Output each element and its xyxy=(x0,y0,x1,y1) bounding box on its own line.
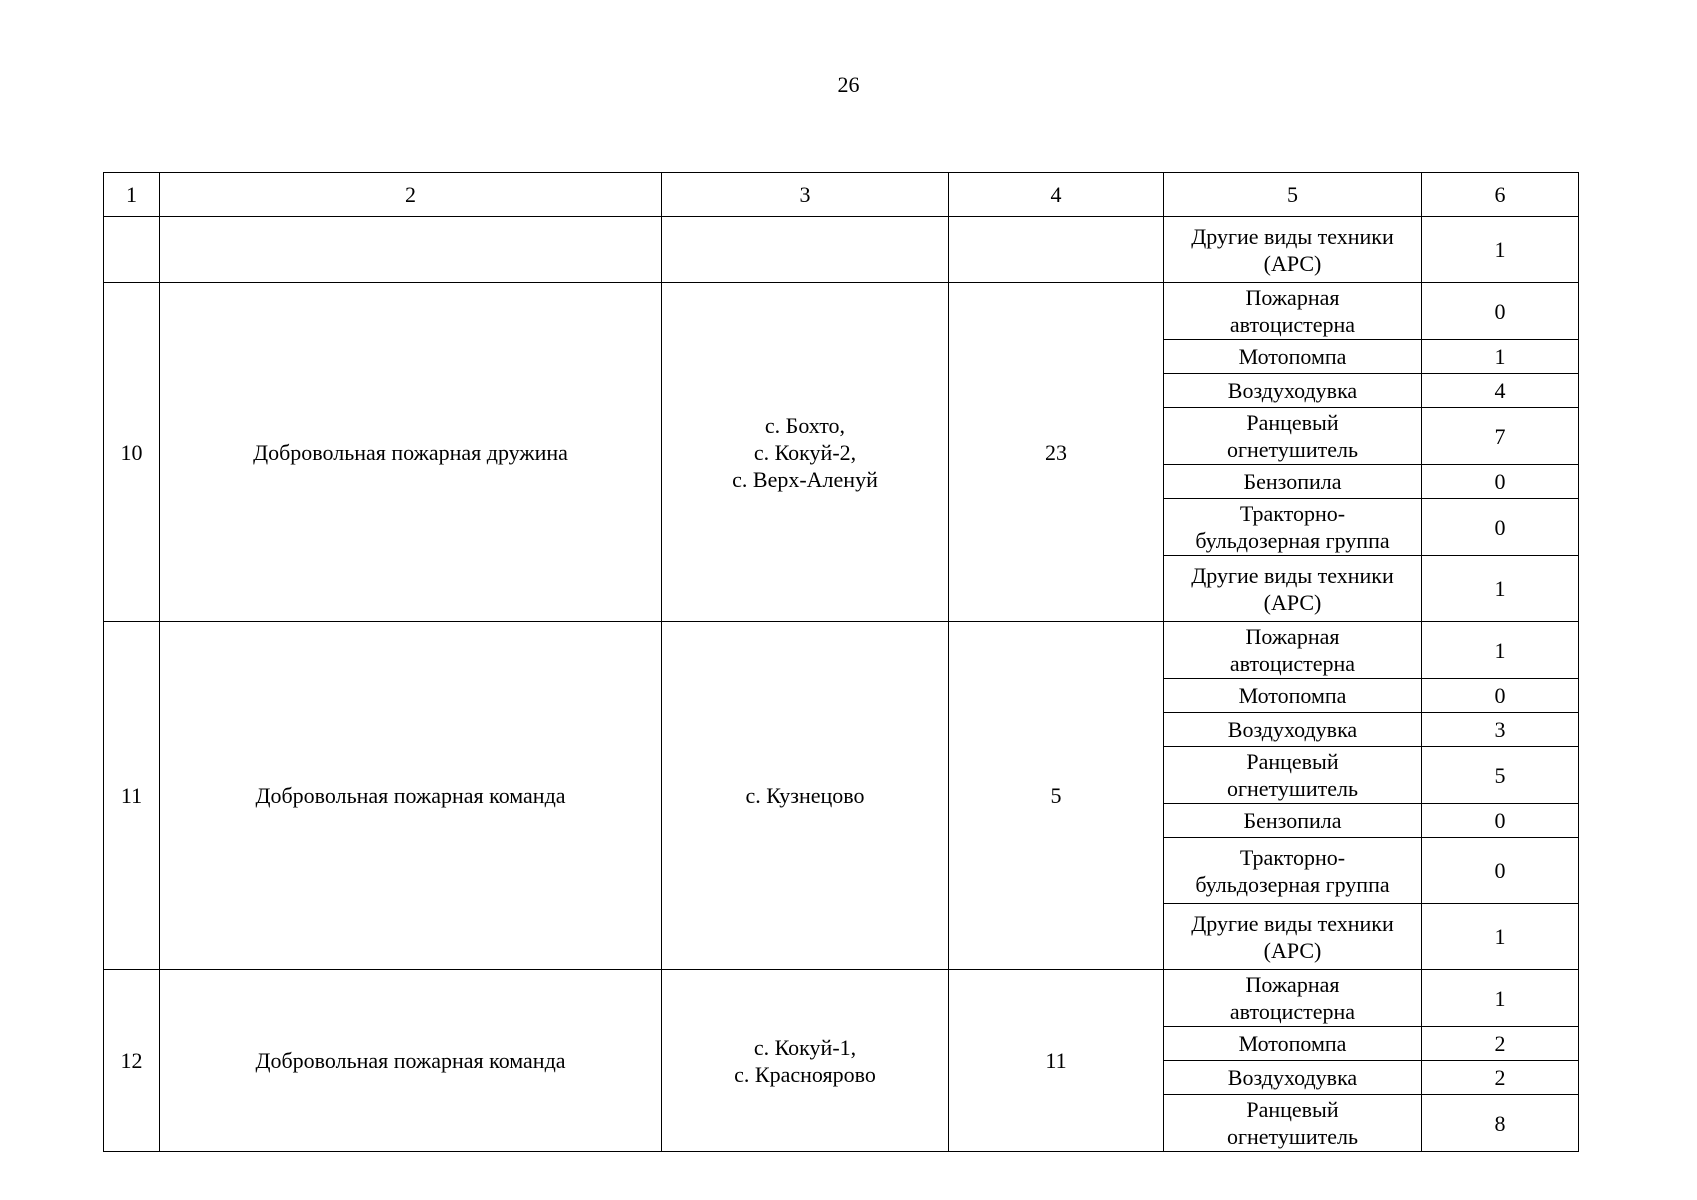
equipment-name-cell: Воздуходувка xyxy=(1164,1061,1422,1095)
personnel-cell: 5 xyxy=(949,622,1164,970)
equipment-count-cell: 0 xyxy=(1422,283,1579,340)
equipment-count-cell: 0 xyxy=(1422,679,1579,713)
equipment-name-cell: Мотопомпа xyxy=(1164,1027,1422,1061)
equipment-count-cell: 1 xyxy=(1422,970,1579,1027)
personnel-cell xyxy=(949,217,1164,283)
page-number: 26 xyxy=(837,72,860,97)
table-row xyxy=(104,217,1579,283)
equipment-name-cell: Ранцевый огнетушитель xyxy=(1164,1095,1422,1152)
equipment-name-cell: Ранцевый огнетушитель xyxy=(1164,408,1422,465)
equipment-count-cell: 2 xyxy=(1422,1061,1579,1095)
equipment-name-cell: Пожарная автоцистерна xyxy=(1164,622,1422,679)
unit-type-cell: Добровольная пожарная дружина xyxy=(160,283,662,622)
equipment-count-cell: 0 xyxy=(1422,499,1579,556)
equipment-count-cell: 0 xyxy=(1422,838,1579,904)
unit-number-cell: 10 xyxy=(104,283,160,622)
equipment-name-cell: Ранцевый огнетушитель xyxy=(1164,747,1422,804)
unit-type-cell: Добровольная пожарная команда xyxy=(160,970,662,1152)
fire-units-table xyxy=(103,172,1579,1152)
unit-number-cell: 12 xyxy=(104,970,160,1152)
column-header: 4 xyxy=(949,173,1164,217)
column-header: 2 xyxy=(160,173,662,217)
equipment-count-cell: 3 xyxy=(1422,713,1579,747)
equipment-name-cell: Другие виды техники (АРС) xyxy=(1164,217,1422,283)
equipment-count-cell: 2 xyxy=(1422,1027,1579,1061)
equipment-count-cell: 1 xyxy=(1422,622,1579,679)
equipment-count-cell: 0 xyxy=(1422,465,1579,499)
equipment-name-cell: Воздуходувка xyxy=(1164,374,1422,408)
column-header: 3 xyxy=(662,173,949,217)
equipment-name-cell: Мотопомпа xyxy=(1164,340,1422,374)
column-header: 6 xyxy=(1422,173,1579,217)
locations-cell: с. Бохто, с. Кокуй-2, с. Верх-Аленуй xyxy=(662,283,949,622)
equipment-count-cell: 8 xyxy=(1422,1095,1579,1152)
equipment-count-cell: 0 xyxy=(1422,804,1579,838)
locations-cell xyxy=(662,217,949,283)
unit-type-cell: Добровольная пожарная команда xyxy=(160,622,662,970)
equipment-name-cell: Тракторно- бульдозерная группа xyxy=(1164,499,1422,556)
equipment-count-cell: 1 xyxy=(1422,556,1579,622)
table-header-row xyxy=(104,173,1579,217)
equipment-count-cell: 4 xyxy=(1422,374,1579,408)
unit-number-cell xyxy=(104,217,160,283)
equipment-name-cell: Другие виды техники (АРС) xyxy=(1164,904,1422,970)
equipment-name-cell: Бензопила xyxy=(1164,465,1422,499)
equipment-name-cell: Пожарная автоцистерна xyxy=(1164,283,1422,340)
equipment-count-cell: 7 xyxy=(1422,408,1579,465)
table-row xyxy=(104,622,1579,679)
personnel-cell: 23 xyxy=(949,283,1164,622)
table-row xyxy=(104,970,1579,1027)
unit-number-cell: 11 xyxy=(104,622,160,970)
equipment-name-cell: Пожарная автоцистерна xyxy=(1164,970,1422,1027)
locations-cell: с. Кузнецово xyxy=(662,622,949,970)
column-header: 1 xyxy=(104,173,160,217)
equipment-name-cell: Воздуходувка xyxy=(1164,713,1422,747)
unit-type-cell xyxy=(160,217,662,283)
equipment-count-cell: 1 xyxy=(1422,217,1579,283)
equipment-name-cell: Бензопила xyxy=(1164,804,1422,838)
locations-cell: с. Кокуй-1, с. Красноярово xyxy=(662,970,949,1152)
column-header: 5 xyxy=(1164,173,1422,217)
equipment-name-cell: Мотопомпа xyxy=(1164,679,1422,713)
equipment-name-cell: Тракторно- бульдозерная группа xyxy=(1164,838,1422,904)
table-row xyxy=(104,283,1579,340)
equipment-count-cell: 5 xyxy=(1422,747,1579,804)
equipment-name-cell: Другие виды техники (АРС) xyxy=(1164,556,1422,622)
equipment-count-cell: 1 xyxy=(1422,340,1579,374)
equipment-count-cell: 1 xyxy=(1422,904,1579,970)
personnel-cell: 11 xyxy=(949,970,1164,1152)
